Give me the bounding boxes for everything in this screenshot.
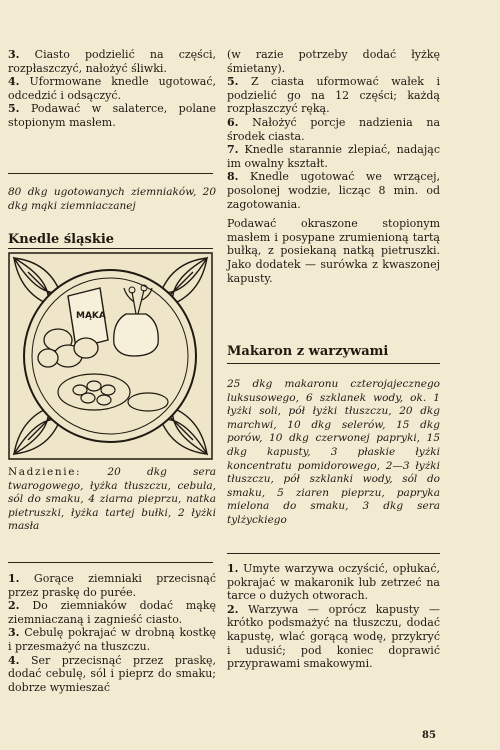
step-item: 8. Knedle ugotować we wrzącej, posolonej wodzie, licząc 8 min. od zagotowania. — [227, 170, 440, 211]
divider — [227, 553, 440, 554]
divider — [227, 363, 440, 364]
illustration-plate-dumplings — [8, 252, 213, 460]
knedle-filling: Nadzienie: 20 dkg sera twarogowego, łyżka tłuszczu, cebula, sól do smaku, 4 ziarna pieprzu, natka pietruszki, łyżka tartej bułki, 2 łyżki masła — [8, 466, 216, 533]
step-item: 5. Z ciasta uformować wałek i podzielić go na 12 części; każdą rozpłaszczyć ręką. — [227, 75, 440, 116]
recipe-title-knedle: Knedle śląskie — [8, 232, 115, 247]
makaron-ingredients: 25 dkg makaronu czterojajecznego luksusowego, 6 szklanek wody, ok. 1 łyżki soli, pół łyżki tłuszczu, 20 dkg marchwi, 10 dkg selerów, 15 dkg porów, 10 dkg czerwonej papryki, 15 dkg kapusty, 3 płaskie łyżki koncentratu pomidorowego, 2—3 łyżki tłuszczu, pół szklanki wody, sól do smaku, 5 ziaren pieprzu, papryka mielona do smaku, 3 dkg sera tylżyckiego — [227, 378, 440, 526]
divider — [8, 173, 213, 174]
step-item: 2. Do ziemniaków dodać mąkę ziemniaczaną i zagnieść ciasto. — [8, 599, 216, 626]
step-item: 6. Nałożyć porcje nadzienia na środek ciasta. — [227, 115, 440, 143]
step-item: 1. Gorące ziemniaki przecisnąć przez praskę do purée. — [8, 572, 216, 599]
divider — [8, 562, 213, 563]
step-item: 4. Ser przecisnąć przez praskę, dodać cebulę, sól i pieprz do smaku; dobrze wymieszać — [8, 653, 216, 694]
step-item: 4. Uformowane knedle ugotować, odcedzić i odsączyć. — [8, 75, 216, 102]
step-item: 5. Podawać w salaterce, polane stopionym masłem. — [8, 102, 216, 129]
page-number: 85 — [422, 730, 436, 741]
step-item: 3. Cebulę pokrajać w drobną kostkę i przesmażyć na tłuszczu. — [8, 626, 216, 653]
knedle-ingredients: 80 dkg ugotowanych ziemniaków, 20 dkg mąki ziemniaczanej — [8, 186, 216, 212]
makaron-steps — [227, 562, 440, 671]
flour-bag-label: MĄKA — [76, 311, 106, 321]
step-item: 2. Warzywa — oprócz kapusty — krótko podsmażyć na tłuszczu, dodać kapustę, wlać gorącą wodę, przykryć i udusić; pod koniec doprawić przyprawami smakowymi. — [227, 602, 440, 671]
step-item: 7. Knedle starannie zlepiać, nadając im owalny kształt. — [227, 143, 440, 170]
step-item: 1. Umyte warzywa oczyścić, opłukać, pokrajać w makaronik lub zetrzeć na tarce o dużych otworach. — [227, 562, 440, 603]
divider — [8, 248, 213, 249]
serving-note: Podawać okraszone stopionym masłem i posypane zrumienioną tartą bułką, z posiekaną natką pietruszki. Jako dodatek — surówka z kwaszonej kapusty. — [227, 217, 440, 285]
knedle-steps-continued — [227, 48, 440, 285]
continued-steps — [8, 48, 216, 130]
knedle-steps — [8, 572, 216, 694]
recipe-title-makaron: Makaron z warzywami — [227, 344, 389, 359]
step-item: (w razie potrzeby dodać łyżkę śmietany). — [227, 48, 440, 75]
step-item: 3. Ciasto podzielić na części, rozpłaszczyć, nałożyć śliwki. — [8, 48, 216, 75]
